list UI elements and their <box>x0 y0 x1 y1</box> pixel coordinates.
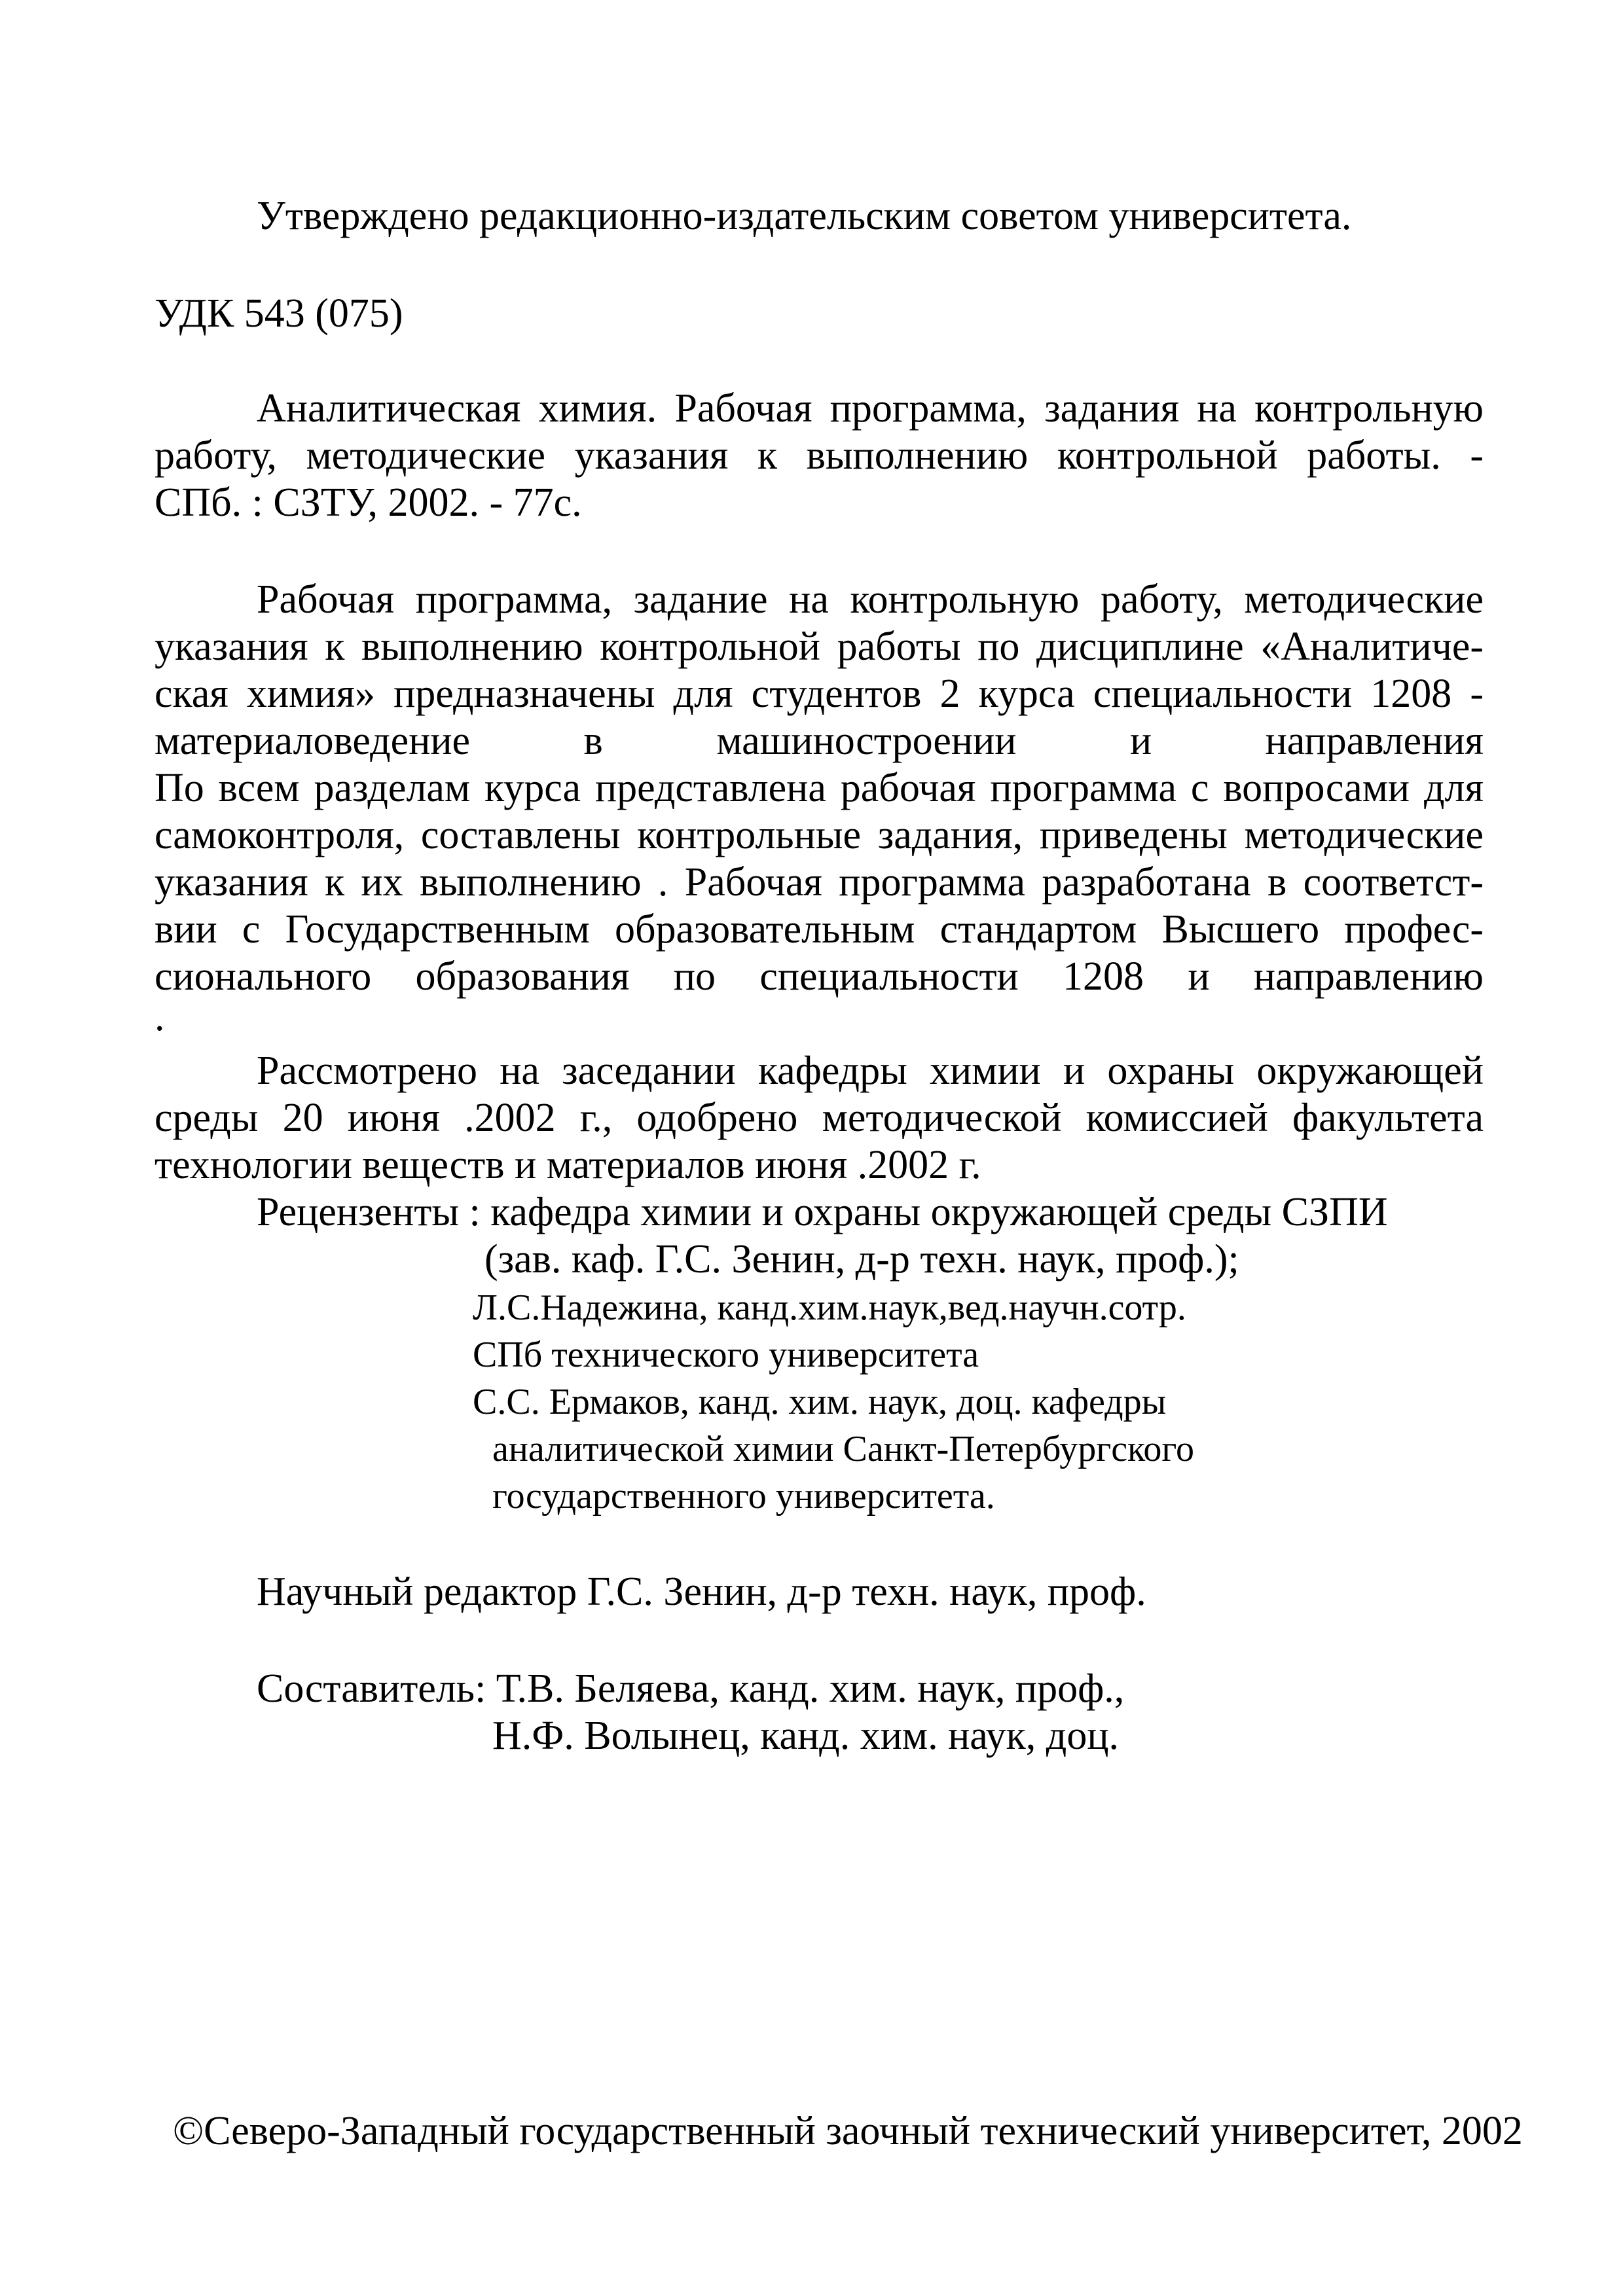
abstract-line-1: Рабочая программа, задание на контрольную работу, методические <box>257 577 1484 622</box>
review-line-1: Рассмотрено на заседании кафедры химии и охраны окружающей <box>257 1049 1484 1093</box>
approval-line: Утверждено редакционно-издательским советом университета. <box>257 194 1352 238</box>
abstract-line-6: самоконтроля, составлены контрольные задания, приведены методические <box>155 813 1484 857</box>
reviewer-line-3: СПб технического университета <box>473 1335 979 1375</box>
abstract-line-3: ская химия» предназначены для студентов 2 курса специальности 1208 - <box>155 672 1484 716</box>
abstract-line-5: По всем разделам курса представлена рабочая программа с вопросами для <box>155 766 1484 810</box>
compiler-line-1: Составитель: Т.В. Беляева, канд. хим. наук, проф., <box>257 1666 1125 1711</box>
reviewer-line-6: государственного университета. <box>492 1476 995 1516</box>
reviewer-line-4: С.С. Ермаков, канд. хим. наук, доц. кафедры <box>473 1382 1167 1422</box>
reviewer-line-5: аналитической химии Санкт-Петербургского <box>492 1429 1194 1469</box>
citation-line-1: Аналитическая химия. Рабочая программа, задания на контрольную <box>257 386 1484 431</box>
abstract-line-10: . <box>155 995 165 1039</box>
copyright-line: ©Северо-Западный государственный заочный технический университет, 2002 <box>173 2109 1523 2153</box>
citation-line-3: СПб. : СЗТУ, 2002. - 77с. <box>155 480 582 525</box>
review-line-3: технологии веществ и материалов июня .2002 г. <box>155 1143 981 1187</box>
citation-line-2: работу, методические указания к выполнению контрольной работы. - <box>155 433 1484 478</box>
abstract-line-2: указания к выполнению контрольной работы по дисциплине «Аналитиче- <box>155 624 1484 669</box>
scientific-editor: Научный редактор Г.С. Зенин, д-р техн. наук, проф. <box>257 1570 1146 1614</box>
udk-code: УДК 543 (075) <box>155 291 403 336</box>
abstract-line-8: вии с Государственным образовательным стандартом Высшего профес- <box>155 907 1484 952</box>
abstract-line-9: сионального образования по специальности 1208 и направлению <box>155 954 1484 999</box>
reviewer-line-2: Л.С.Надежина, канд.хим.наук,вед.научн.сотр. <box>473 1287 1186 1328</box>
compiler-line-2: Н.Ф. Волынец, канд. хим. наук, доц. <box>492 1713 1120 1758</box>
review-line-2: среды 20 июня .2002 г., одобрено методической комиссией факультета <box>155 1096 1484 1140</box>
abstract-line-4: материаловедение в машиностроении и направления <box>155 719 1484 763</box>
abstract-line-7: указания к их выполнению . Рабочая программа разработана в соответст- <box>155 860 1484 905</box>
reviewer-line-1: (зав. каф. Г.С. Зенин, д-р техн. наук, проф.); <box>484 1237 1239 1282</box>
reviewers-label-line: Рецензенты : кафедра химии и охраны окружающей среды СЗПИ <box>257 1190 1388 1234</box>
